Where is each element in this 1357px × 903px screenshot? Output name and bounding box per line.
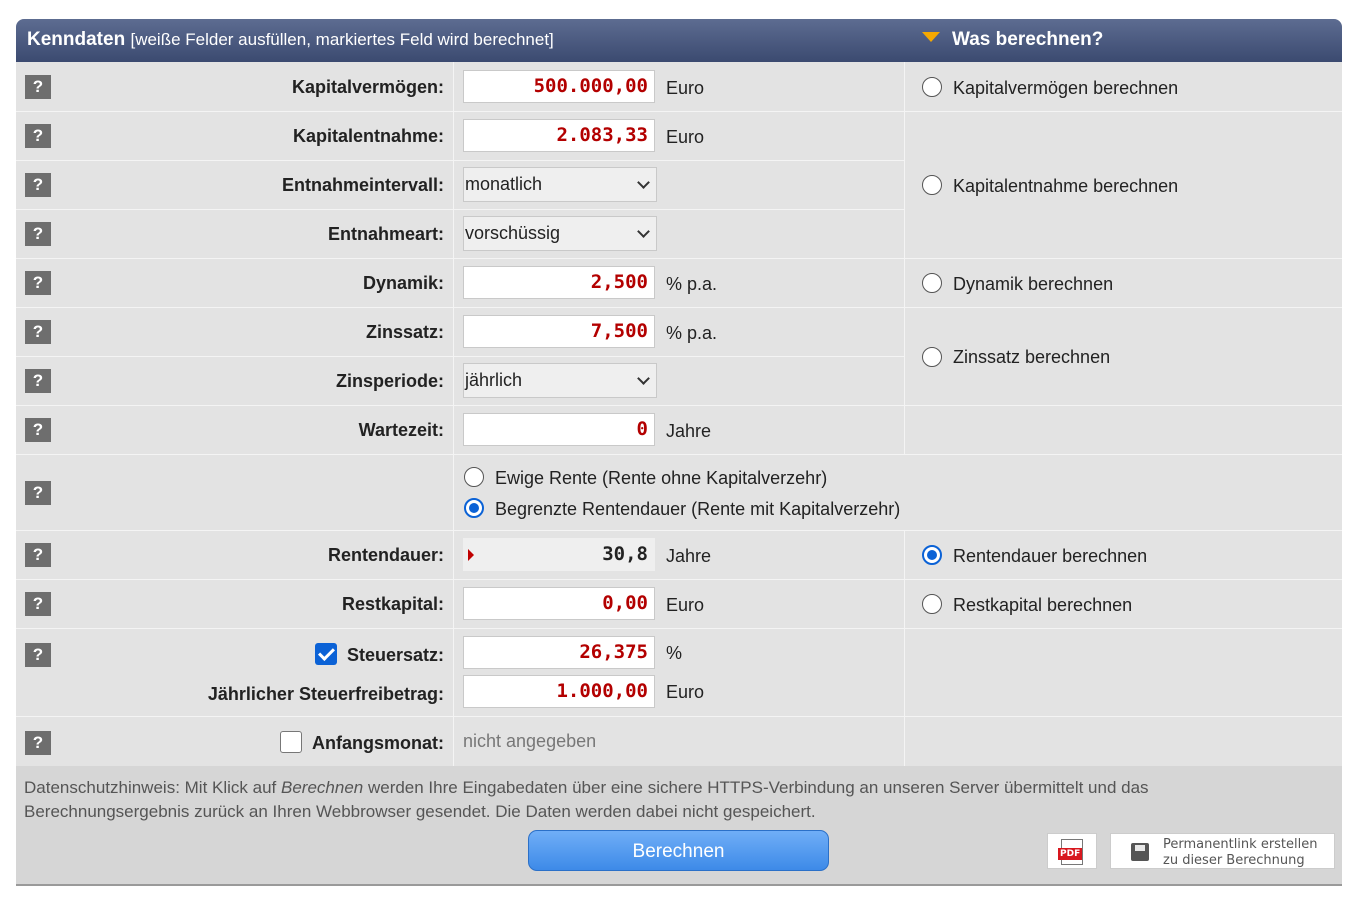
kapitalentnahme-unit: Euro xyxy=(666,127,705,147)
anfangsmonat-value: nicht angegeben xyxy=(463,731,597,751)
save-disk-icon xyxy=(1131,843,1149,861)
calc-dynamik-radio[interactable] xyxy=(922,273,942,293)
row-divider xyxy=(16,405,1342,406)
wartezeit-label: Wartezeit: xyxy=(358,420,444,440)
zinsperiode-value: jährlich xyxy=(465,370,523,390)
kapitalentnahme-label: Kapitalentnahme: xyxy=(292,126,444,146)
pdf-icon-label: PDF xyxy=(1060,849,1081,859)
chevron-down-icon xyxy=(637,176,650,189)
row-divider xyxy=(16,454,1342,455)
calc-kapitalentnahme-radio[interactable] xyxy=(922,175,942,195)
anfangsmonat-label: Anfangsmonat: xyxy=(312,733,444,753)
calc-target-heading xyxy=(922,29,1103,51)
calc-rentendauer-radio[interactable] xyxy=(922,545,942,565)
rente-begrenzt-radio[interactable] xyxy=(464,498,484,518)
row-divider xyxy=(16,307,1342,308)
kapitalentnahme-input[interactable]: 2.083,33 xyxy=(463,119,655,152)
panel-footer xyxy=(16,766,1342,886)
steuer-checkbox[interactable] xyxy=(315,643,337,665)
calc-restkapital-radio[interactable] xyxy=(922,594,942,614)
row-divider xyxy=(16,356,904,357)
help-icon[interactable]: ? xyxy=(25,481,51,505)
help-icon[interactable]: ? xyxy=(25,173,51,197)
entnahmeintervall-label: Entnahmeintervall: xyxy=(281,175,444,195)
row-divider xyxy=(16,579,1342,580)
rentendauer-label: Rentendauer: xyxy=(327,545,444,565)
help-icon[interactable]: ? xyxy=(25,222,51,246)
rentendauer-result xyxy=(463,538,655,571)
steuersatz-label: Steuersatz: xyxy=(346,645,444,665)
row-divider xyxy=(16,258,1342,259)
help-icon[interactable]: ? xyxy=(25,271,51,295)
zinssatz-unit: % p.a. xyxy=(666,323,718,343)
help-icon[interactable]: ? xyxy=(25,643,51,667)
calculate-button[interactable]: Berechnen xyxy=(528,830,829,871)
permalink-line-1: Permanentlink erstellen xyxy=(1163,837,1318,852)
calc-zinssatz-label[interactable]: Zinssatz berechnen xyxy=(953,347,1111,367)
help-icon[interactable]: ? xyxy=(25,75,51,99)
dynamik-label: Dynamik: xyxy=(362,273,444,293)
wartezeit-unit: Jahre xyxy=(666,421,712,441)
chevron-down-icon xyxy=(637,372,650,385)
steuerfreibetrag-label: Jährlicher Steuerfreibetrag: xyxy=(207,684,444,704)
steuerfreibetrag-input[interactable]: 1.000,00 xyxy=(463,675,655,708)
calc-target-title: Was berechnen? xyxy=(952,29,1104,50)
privacy-text-prefix: Datenschutzhinweis: Mit Klick auf xyxy=(24,778,281,797)
calc-kapitalvermoegen-radio[interactable] xyxy=(922,77,942,97)
row-divider xyxy=(16,111,1342,112)
steuersatz-unit: % xyxy=(666,643,683,663)
entnahmeart-select[interactable] xyxy=(463,216,657,251)
permalink-line-2: zu dieser Berechnung xyxy=(1163,853,1305,868)
wartezeit-input[interactable]: 0 xyxy=(463,413,655,446)
steuerfreibetrag-unit: Euro xyxy=(666,682,705,702)
calc-rentendauer-label[interactable]: Rentendauer berechnen xyxy=(953,546,1148,566)
help-icon[interactable]: ? xyxy=(25,124,51,148)
panel-title-text: Kenndaten xyxy=(27,29,126,50)
kapitalvermoegen-label: Kapitalvermögen: xyxy=(291,77,444,97)
panel-title xyxy=(27,29,554,51)
row-divider xyxy=(16,209,904,210)
rentendauer-unit: Jahre xyxy=(666,546,712,566)
entnahmeintervall-value: monatlich xyxy=(465,174,543,194)
kapitalvermoegen-unit: Euro xyxy=(666,78,705,98)
dynamik-unit: % p.a. xyxy=(666,274,718,294)
help-icon[interactable]: ? xyxy=(25,369,51,393)
column-divider xyxy=(904,530,905,766)
zinsperiode-select[interactable] xyxy=(463,363,657,398)
row-divider xyxy=(16,628,1342,629)
anfangsmonat-checkbox[interactable] xyxy=(280,731,302,753)
permalink-button[interactable] xyxy=(1110,833,1335,869)
rentendauer-value: 30,8 xyxy=(602,543,648,565)
calc-kapitalvermoegen-label[interactable]: Kapitalvermögen berechnen xyxy=(953,78,1179,98)
row-divider xyxy=(16,716,1342,717)
restkapital-label: Restkapital: xyxy=(341,594,444,614)
row-divider xyxy=(16,530,1342,531)
calc-restkapital-label[interactable]: Restkapital berechnen xyxy=(953,595,1133,615)
privacy-text-suffix: werden Ihre Eingabedaten über eine sichere HTTPS-Verbindung an unseren Server übermittelt und das Berechnungsergebnis zurück an Ihren Webbrowser gesendet. Die Daten werden dabei nicht gespeichert. xyxy=(24,778,1149,821)
zinssatz-input[interactable]: 7,500 xyxy=(463,315,655,348)
entnahmeart-value: vorschüssig xyxy=(465,223,561,243)
help-icon[interactable]: ? xyxy=(25,418,51,442)
kapitalvermoegen-input[interactable]: 500.000,00 xyxy=(463,70,655,103)
steuersatz-input[interactable]: 26,375 xyxy=(463,636,655,669)
triangle-down-icon xyxy=(922,32,940,42)
row-divider xyxy=(16,160,904,161)
entnahmeintervall-select[interactable] xyxy=(463,167,657,202)
zinssatz-label: Zinssatz: xyxy=(365,322,444,342)
calculator-panel xyxy=(16,19,1342,886)
privacy-text-emphasis: Berechnen xyxy=(281,778,364,797)
calc-dynamik-label[interactable]: Dynamik berechnen xyxy=(953,274,1114,294)
rente-begrenzt-label[interactable]: Begrenzte Rentendauer (Rente mit Kapitalverzehr) xyxy=(495,499,901,519)
rente-ewig-radio[interactable] xyxy=(464,467,484,487)
column-divider xyxy=(453,62,454,766)
calc-zinssatz-radio[interactable] xyxy=(922,347,942,367)
help-icon[interactable]: ? xyxy=(25,592,51,616)
entnahmeart-label: Entnahmeart: xyxy=(327,224,444,244)
pdf-button[interactable] xyxy=(1047,833,1097,869)
restkapital-input[interactable]: 0,00 xyxy=(463,587,655,620)
zinsperiode-label: Zinsperiode: xyxy=(335,371,444,391)
panel-bottom-border xyxy=(16,884,1342,886)
panel-header xyxy=(16,19,1342,62)
calc-kapitalentnahme-label[interactable]: Kapitalentnahme berechnen xyxy=(953,176,1179,196)
permalink-text xyxy=(1163,837,1318,869)
help-icon[interactable]: ? xyxy=(25,731,51,755)
privacy-notice xyxy=(24,776,1284,824)
dynamik-input[interactable]: 2,500 xyxy=(463,266,655,299)
chevron-down-icon xyxy=(637,225,650,238)
help-icon[interactable]: ? xyxy=(25,320,51,344)
panel-hint: [weiße Felder ausfüllen, markiertes Feld wird berechnet] xyxy=(130,30,554,49)
help-icon[interactable]: ? xyxy=(25,543,51,567)
restkapital-unit: Euro xyxy=(666,595,705,615)
calculated-marker-icon xyxy=(468,549,474,561)
rente-ewig-label[interactable]: Ewige Rente (Rente ohne Kapitalverzehr) xyxy=(495,468,828,488)
